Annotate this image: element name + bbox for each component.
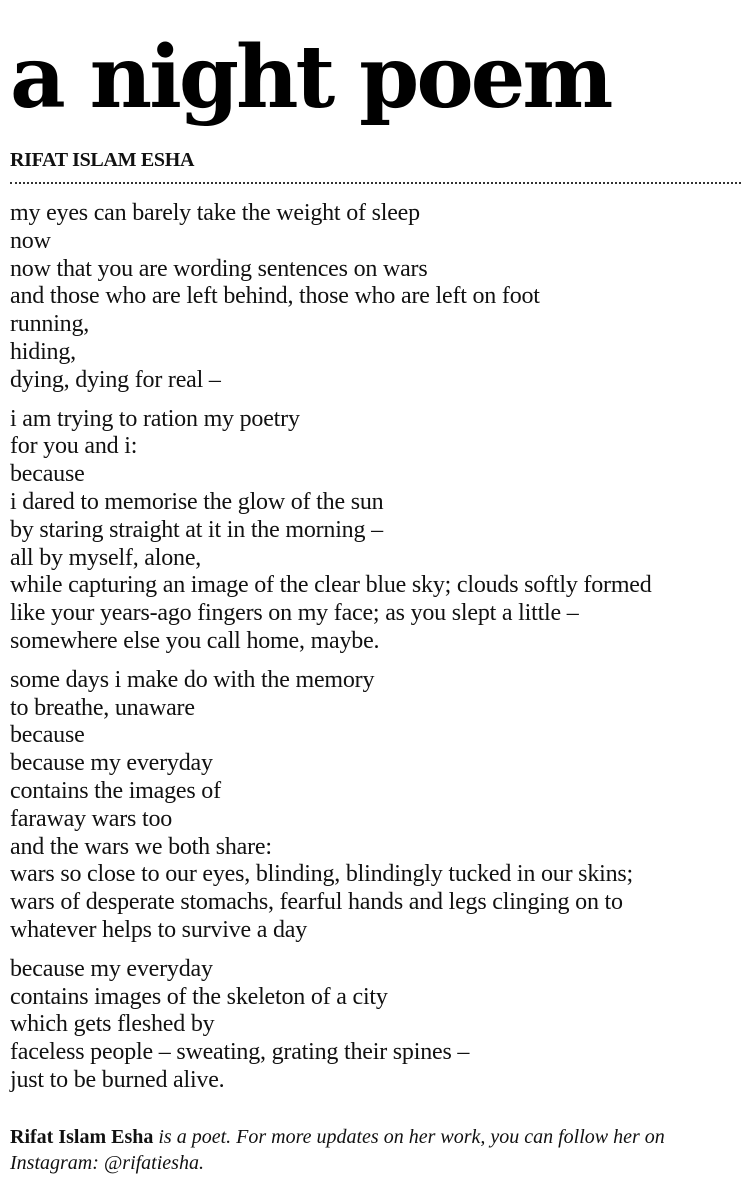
stanza [10, 200, 745, 395]
bio-text: is a poet. For more updates on her work, you can follow her on Instagram: @rifatiesha. [10, 1126, 665, 1174]
poem-line: while capturing an image of the clear blue sky; clouds softly formed [10, 572, 652, 599]
poem-line: which gets fleshed by [10, 1011, 215, 1038]
author-byline: RIFAT ISLAM ESHA [10, 149, 195, 171]
stanza [10, 406, 745, 656]
poem-line: contains images of the skeleton of a city [10, 983, 388, 1010]
poem-line: and the wars we both share: [10, 833, 272, 860]
stanza [10, 667, 745, 945]
poem-line: because [10, 461, 85, 488]
poem-line: wars of desperate stomachs, fearful hands and legs clinging on to [10, 889, 623, 916]
poem-line: and those who are left behind, those who are left on foot [10, 283, 540, 310]
poem-line: running, [10, 311, 90, 338]
poem-title: a night poem [10, 27, 611, 128]
poem-line: by staring straight at it in the morning – [10, 516, 383, 543]
poem-line: like your years-ago fingers on my face; as you slept a little – [10, 600, 579, 627]
poem-line: faceless people – sweating, grating their spines – [10, 1039, 470, 1066]
poem-line: because my everyday [10, 750, 213, 777]
poem-line: to breathe, unaware [10, 694, 195, 721]
poem-line: contains the images of [10, 777, 221, 804]
poem-line: now [10, 227, 51, 254]
poem-line: because [10, 722, 85, 749]
poem-line: for you and i: [10, 433, 138, 460]
poem-line: hiding, [10, 338, 76, 365]
poem-line: because my everyday [10, 955, 213, 982]
stanza [10, 956, 745, 1095]
poem-line: somewhere else you call home, maybe. [10, 627, 380, 654]
poem-line: dying, dying for real – [10, 366, 221, 393]
poem-line: my eyes can barely take the weight of sleep [10, 200, 420, 226]
article [10, 0, 745, 1106]
poem-line: i dared to memorise the glow of the sun [10, 488, 384, 515]
poem-line: wars so close to our eyes, blinding, blindingly tucked in our skins; [10, 861, 633, 888]
poem-line: some days i make do with the memory [10, 666, 375, 693]
dotted-divider [10, 182, 741, 184]
bio-author-name: Rifat Islam Esha [10, 1126, 154, 1148]
author-bio [10, 1124, 745, 1176]
poem-line: now that you are wording sentences on wars [10, 255, 428, 282]
poem-line: all by myself, alone, [10, 544, 202, 571]
poem-line: faraway wars too [10, 805, 173, 832]
poem-line: whatever helps to survive a day [10, 916, 308, 943]
poem-line: i am trying to ration my poetry [10, 405, 300, 432]
poem-body [10, 200, 745, 1095]
poem-line: just to be burned alive. [10, 1066, 225, 1093]
